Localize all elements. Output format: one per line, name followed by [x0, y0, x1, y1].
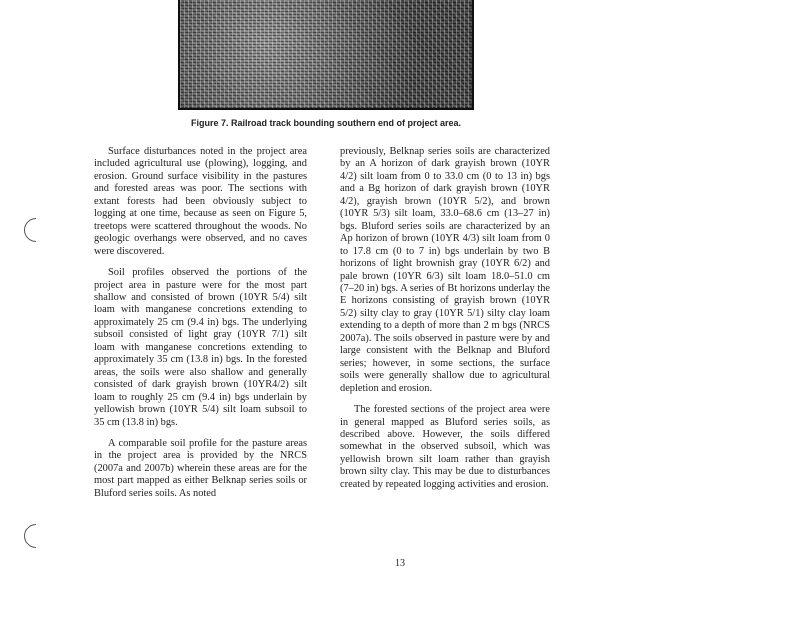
railroad-track-photo [178, 0, 474, 110]
right-text-column [340, 146, 550, 500]
left-text-column [94, 146, 307, 509]
paragraph: Surface disturbances noted in the project area included agricultural use (plowing), logging, and erosion. Ground surface visibility in the pastures and forested areas was poor. The sections with extant forests had been obviously subject to logging at one time, because as seen on Figure 5, treetops were scattered throughout the woods. No geologic overhangs were observed, and no caves were discovered. [94, 146, 307, 257]
page-number: 13 [395, 558, 405, 569]
punch-hole-mark [19, 519, 53, 553]
punch-hole-mark [19, 213, 53, 247]
figure-caption: Figure 7. Railroad track bounding southern end of project area. [190, 118, 462, 128]
paragraph: The forested sections of the project area were in general mapped as Bluford series soils, as described above. However, the soils differed somewhat in the observed subsoil, which was yellowish brown silt loam rather than grayish brown silty clay. This may be due to disturbances created by repeated logging activities and erosion. [340, 404, 550, 490]
paragraph: Soil profiles observed the portions of the project area in pasture were for the most part shallow and consisted of brown (10YR 5/4) silt loam with manganese concretions extending to approximately 25 cm (9.4 in) bgs. The underlying subsoil consisted of light gray (10YR 7/1) silt loam with manganese concretions extending to approximately 35 cm (13.8 in) bgs. In the forested areas, the soils were also shallow and generally consisted of dark grayish brown (10YR4/2) silt loam to roughly 25 cm (9.4 in) bgs underlain by yellowish brown (10YR 5/4) silt loam subsoil to 35 cm (13.8 in) bgs. [94, 267, 307, 428]
paragraph: A comparable soil profile for the pasture areas in the project area is provided by the NRCS (2007a and 2007b) wherein these areas are for the most part mapped as either Belknap series soils or Bluford series soils. As noted [94, 437, 307, 499]
paragraph: previously, Belknap series soils are characterized by an A horizon of dark grayish brown (10YR 4/2) silt loam from 0 to 33.0 cm (0 to 13 in) bgs and a Bg horizon of dark grayish brown (10YR 4/2), grayish brown (10YR 5/2), and brown (10YR 5/3) silt loam, 33.0–68.6 cm (13–27 in) bgs. Bluford series soils are characterized by an Ap horizon of brown (10YR 4/3) silt loam from 0 to 17.8 cm (0 to 7 in) bgs underlain by two B horizons of light brownish gray (10YR 6/2) and pale brown (10YR 6/3) silt loam 18.0–51.0 cm (7–20 in) bgs. A series of Bt horizons underlay the E horizons consisting of grayish brown (10YR 5/2) silty clay to gray (10YR 5/1) silty clay loam extending to a depth of more than 2 m bgs (NRCS 2007a). The soils observed in pasture were by and large consistent with the Belknap and Bluford series; however, in some sections, the surface soils were generally shallow due to agricultural depletion and erosion. [340, 146, 550, 394]
